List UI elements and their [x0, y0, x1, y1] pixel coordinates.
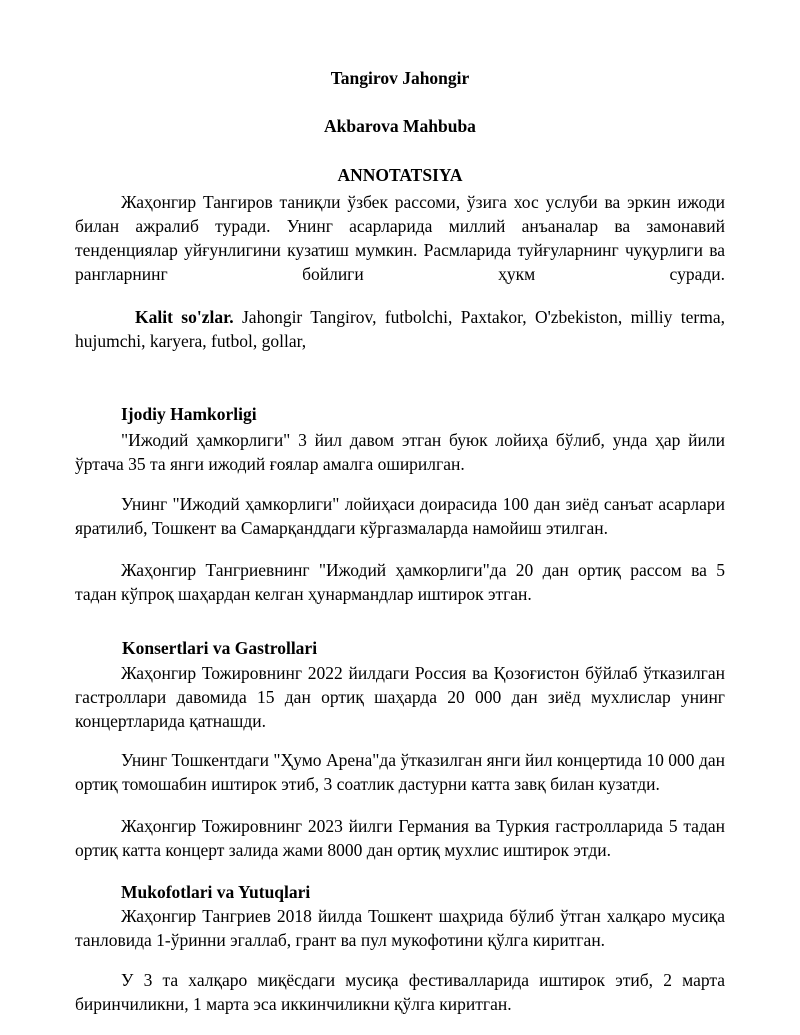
keywords-text: Jahongir Tangirov, futbolchi, Paxtakor, O'zbekiston, milliy terma, hujumchi, karyera, futbol, gollar, — [75, 307, 725, 351]
section-paragraph: Жаҳонгир Тангриев 2018 йилда Тошкент шаҳрида бўлиб ўтган халқаро мусиқа танловида 1-ўринни эгаллаб, грант ва пул мукофотини қўлга киритган. — [75, 906, 725, 950]
section-paragraph: У 3 та халқаро миқёсдаги мусиқа фестивалларида иштирок этиб, 2 марта биринчиликни, 1 марта эса иккинчиликни қўлга киритган. — [75, 970, 725, 1014]
author-name-2: Akbarova Mahbuba — [324, 116, 476, 136]
section-heading: Ijodiy Hamkorligi — [121, 404, 257, 424]
author-name-1: Tangirov Jahongir — [330, 68, 470, 88]
annotation-text: Жаҳонгир Тангиров таниқли ўзбек рассоми, ўзига хос услуби ва эркин ижоди билан ажралиб туради. Унинг асарларида миллий анъаналар ва замонавий тенденциялар уйғунлигини кузатиш мумкин. Расмларида туйғуларнинг чуқурлиги ва рангларнинг бойлиги ҳукм суради. — [75, 192, 725, 284]
section-heading: Konsertlari va Gastrollari — [122, 638, 318, 658]
section-heading: Mukofotlari va Yutuqlari — [121, 882, 311, 902]
section-paragraph: Жаҳонгир Тангриевнинг "Ижодий ҳамкорлиги"да 20 дан ортиқ рассом ва 5 тадан кўпроқ шаҳардан келган ҳунармандлар иштирок этган. — [75, 560, 725, 604]
section-paragraph: Жаҳонгир Тожировнинг 2022 йилдаги Россия ва Қозоғистон бўйлаб ўтказилган гастроллари давомида 15 дан ортиқ шаҳарда 20 000 дан зиёд мухлислар унинг концертларида қатнашди. — [75, 663, 725, 731]
section-paragraph: "Ижодий ҳамкорлиги" 3 йил давом этган буюк лойиҳа бўлиб, унда ҳар йили ўртача 35 та янги ижодий ғоялар амалга оширилган. — [75, 430, 725, 474]
keywords-label: Kalit so'zlar. — [135, 307, 234, 327]
section-paragraph: Унинг "Ижодий ҳамкорлиги" лойиҳаси доирасида 100 дан зиёд санъат асарлари яратилиб, Тошкент ва Самарқанддаги кўргазмаларда намойиш этилган. — [75, 494, 725, 538]
keywords-paragraph — [75, 305, 725, 353]
section-paragraph: Жаҳонгир Тожировнинг 2023 йилги Германия ва Туркия гастролларида 5 тадан ортиқ катта концерт залида жами 8000 дан ортиқ мухлис иштирок этди. — [75, 816, 725, 860]
section-paragraph: Унинг Тошкентдаги "Ҳумо Арена"да ўтказилган янги йил концертида 10 000 дан ортиқ томошабин иштирок этиб, 3 соатлик дастурни катта завқ билан кузатди. — [75, 750, 725, 794]
annotation-title: ANNOTATSIYA — [337, 165, 463, 185]
